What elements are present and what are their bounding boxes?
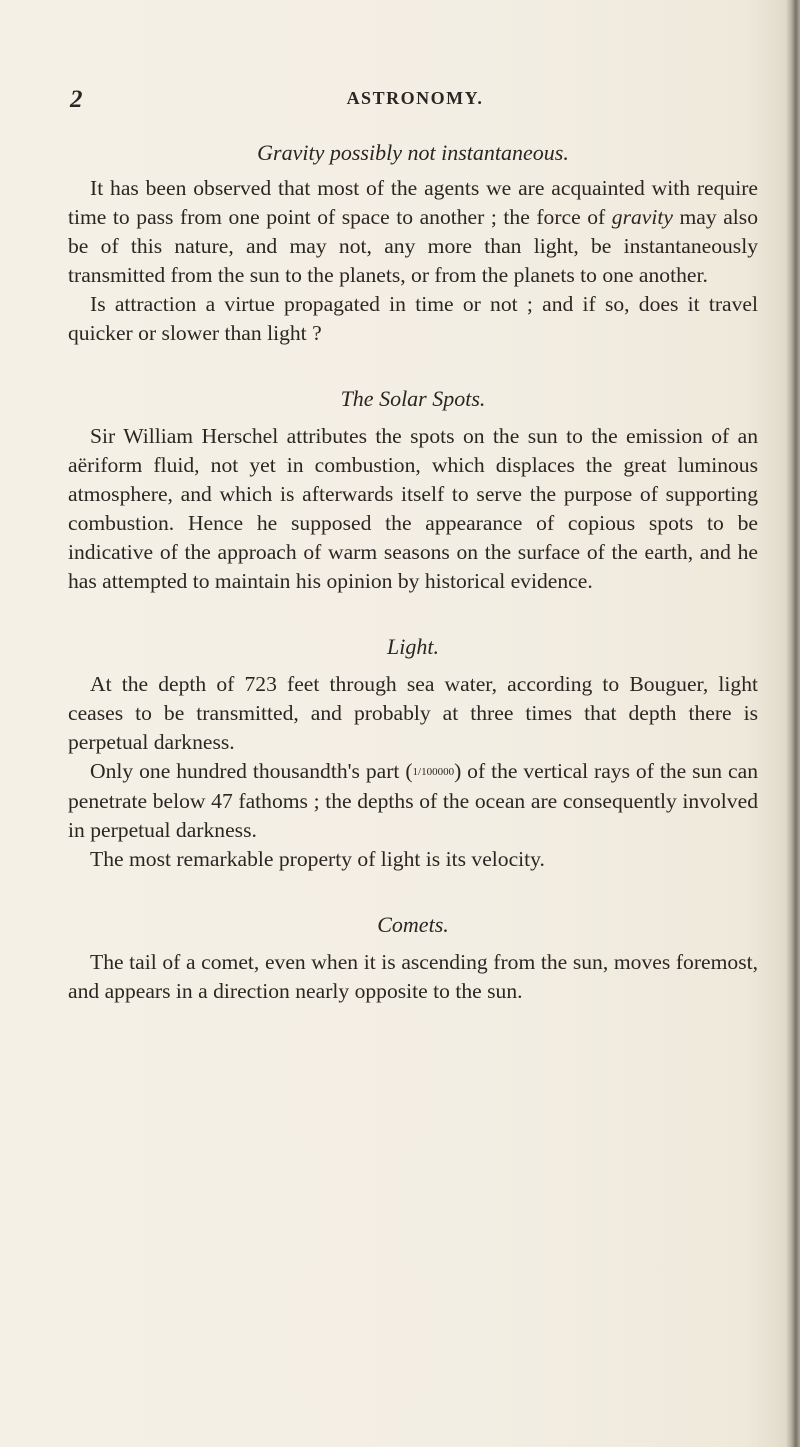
section-light (68, 632, 758, 874)
section-heading: Gravity possibly not instantaneous. (257, 140, 569, 165)
section-solar-spots (68, 384, 758, 596)
section-gravity (68, 138, 758, 348)
section-comets (68, 910, 758, 1006)
paragraph: The most remarkable property of light is its velocity. (90, 847, 545, 871)
paragraph: Is attraction a virtue propagated in time or not ; and if so, does it travel quicker or slower than light ? (68, 292, 758, 345)
fraction: 1/100000 (412, 766, 455, 778)
paragraph-text: Only one hundred thousandth's part ( (90, 759, 413, 783)
paragraph-text: may also be of this nature, and may not, any more than light, be instantaneously transmitted from the sun to the planets, or from the planets to one another. (68, 205, 758, 287)
emphasis-text: gravity (611, 205, 673, 229)
page-number: 2 (70, 86, 83, 113)
paragraph (68, 174, 758, 290)
paragraph: Sir William Herschel attributes the spots on the sun to the emission of an aëriform fluid, not yet in combustion, which displaces the great luminous atmosphere, and which is afterwards itself to serve the purpose of supporting combustion. Hence he supposed the appearance of copious spots to be indicative of the approach of warm seasons on the surface of the earth, and he has attempted to maintain his opinion by historical evidence. (68, 424, 758, 593)
paragraph (68, 757, 758, 845)
header-title: ASTRONOMY. (346, 88, 484, 108)
paragraph-text: ) of the vertical rays of the sun can penetrate below 47 fathoms ; the depths of the ocean are consequently involved in perpetual darkness. (68, 759, 758, 842)
section-heading: Comets. (377, 912, 449, 937)
running-header (70, 86, 760, 116)
paragraph-text: It has been observed that most of the agents we are acquainted with require time to pass from one point of space to another ; the force of (68, 176, 758, 229)
paragraph: The tail of a comet, even when it is ascending from the sun, moves foremost, and appears in a direction nearly opposite to the sun. (68, 950, 758, 1003)
page-edge-shadow (786, 0, 800, 1447)
paragraph: At the depth of 723 feet through sea water, according to Bouguer, light ceases to be transmitted, and probably at three times that depth there is perpetual darkness. (68, 672, 758, 754)
page-body (68, 138, 758, 1006)
section-heading: Light. (387, 634, 439, 659)
section-heading: The Solar Spots. (340, 386, 486, 411)
